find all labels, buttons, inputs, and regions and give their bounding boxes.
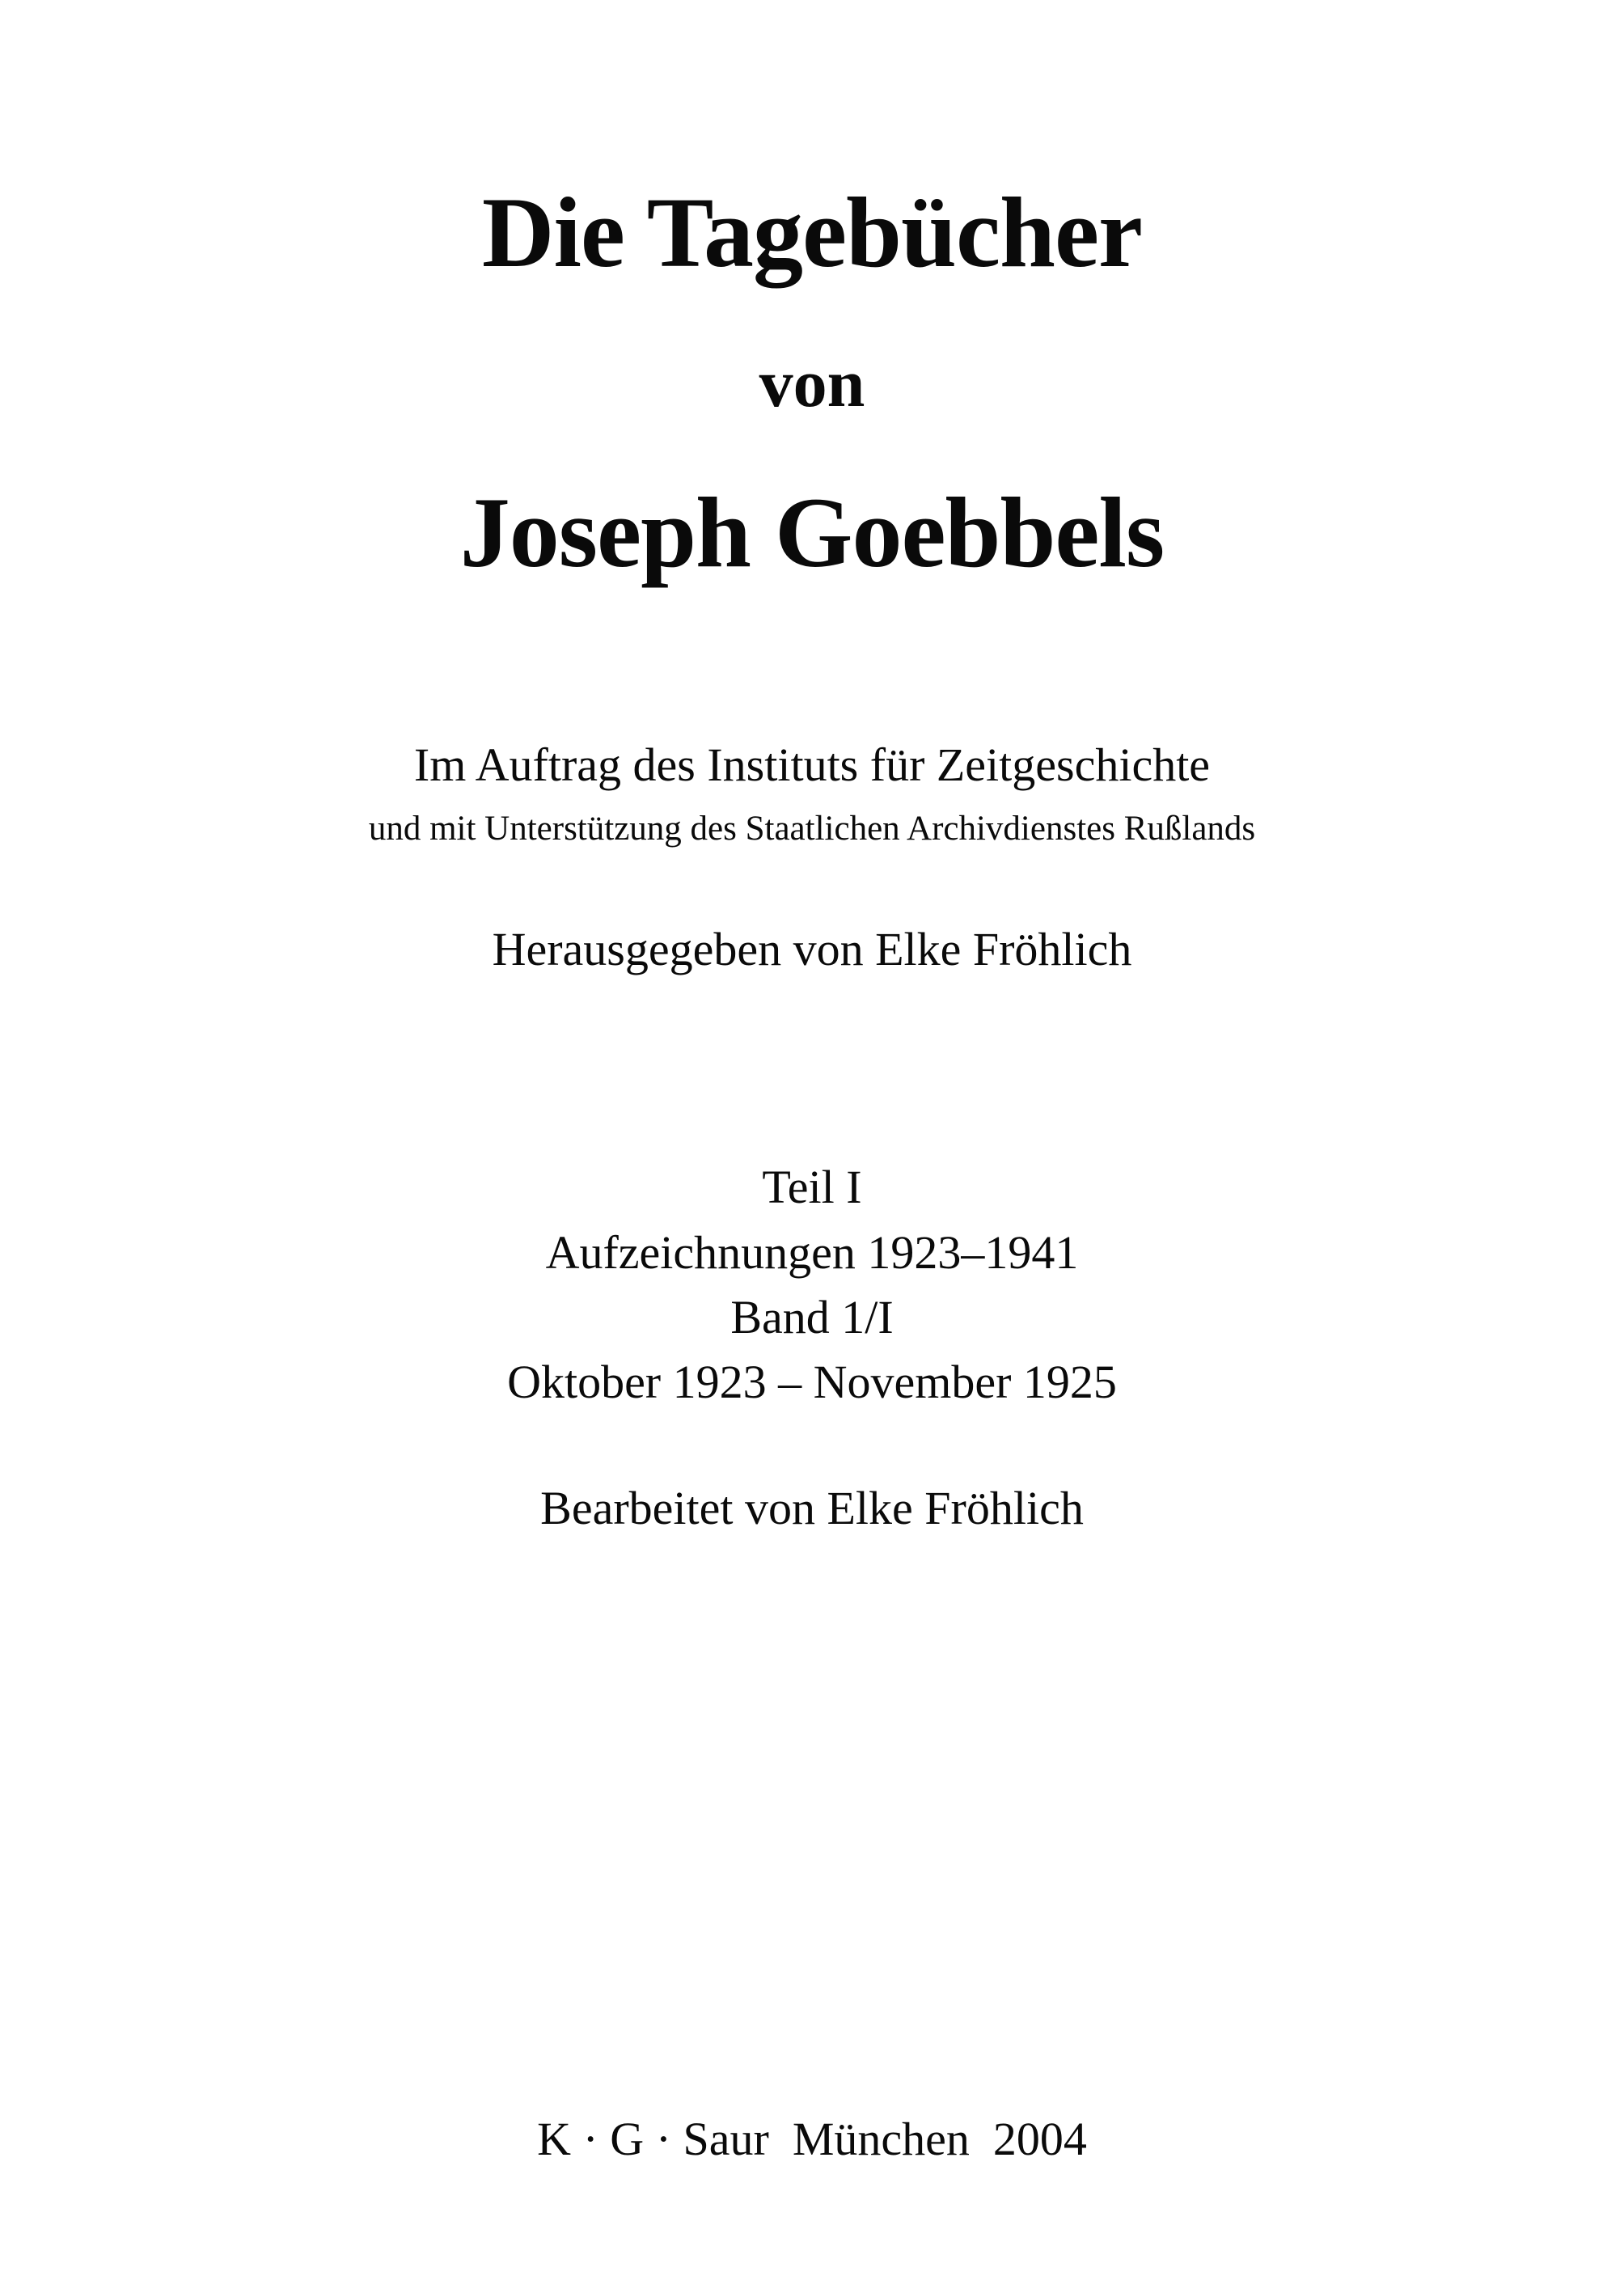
period-label: Oktober 1923 – November 1925 xyxy=(507,1356,1117,1408)
editor-line: Herausgegeben von Elke Fröhlich xyxy=(492,923,1132,975)
commission-line: Im Auftrag des Instituts für Zeitgeschichte xyxy=(413,738,1211,791)
publisher-imprint: K · G · Saur München 2004 xyxy=(537,2113,1087,2165)
book-title-line-1: Die Tagebücher xyxy=(481,177,1143,288)
book-title-line-2: von xyxy=(759,346,865,421)
support-line: und mit Unterstützung des Staatlichen Archivdienstes Rußlands xyxy=(368,810,1256,848)
author-name: Joseph Goebbels xyxy=(459,477,1165,588)
volume-label: Band 1/I xyxy=(730,1291,894,1343)
records-label: Aufzeichnungen 1923–1941 xyxy=(545,1226,1079,1279)
revised-by-line: Bearbeitet von Elke Fröhlich xyxy=(540,1482,1084,1534)
part-label: Teil I xyxy=(762,1161,862,1213)
